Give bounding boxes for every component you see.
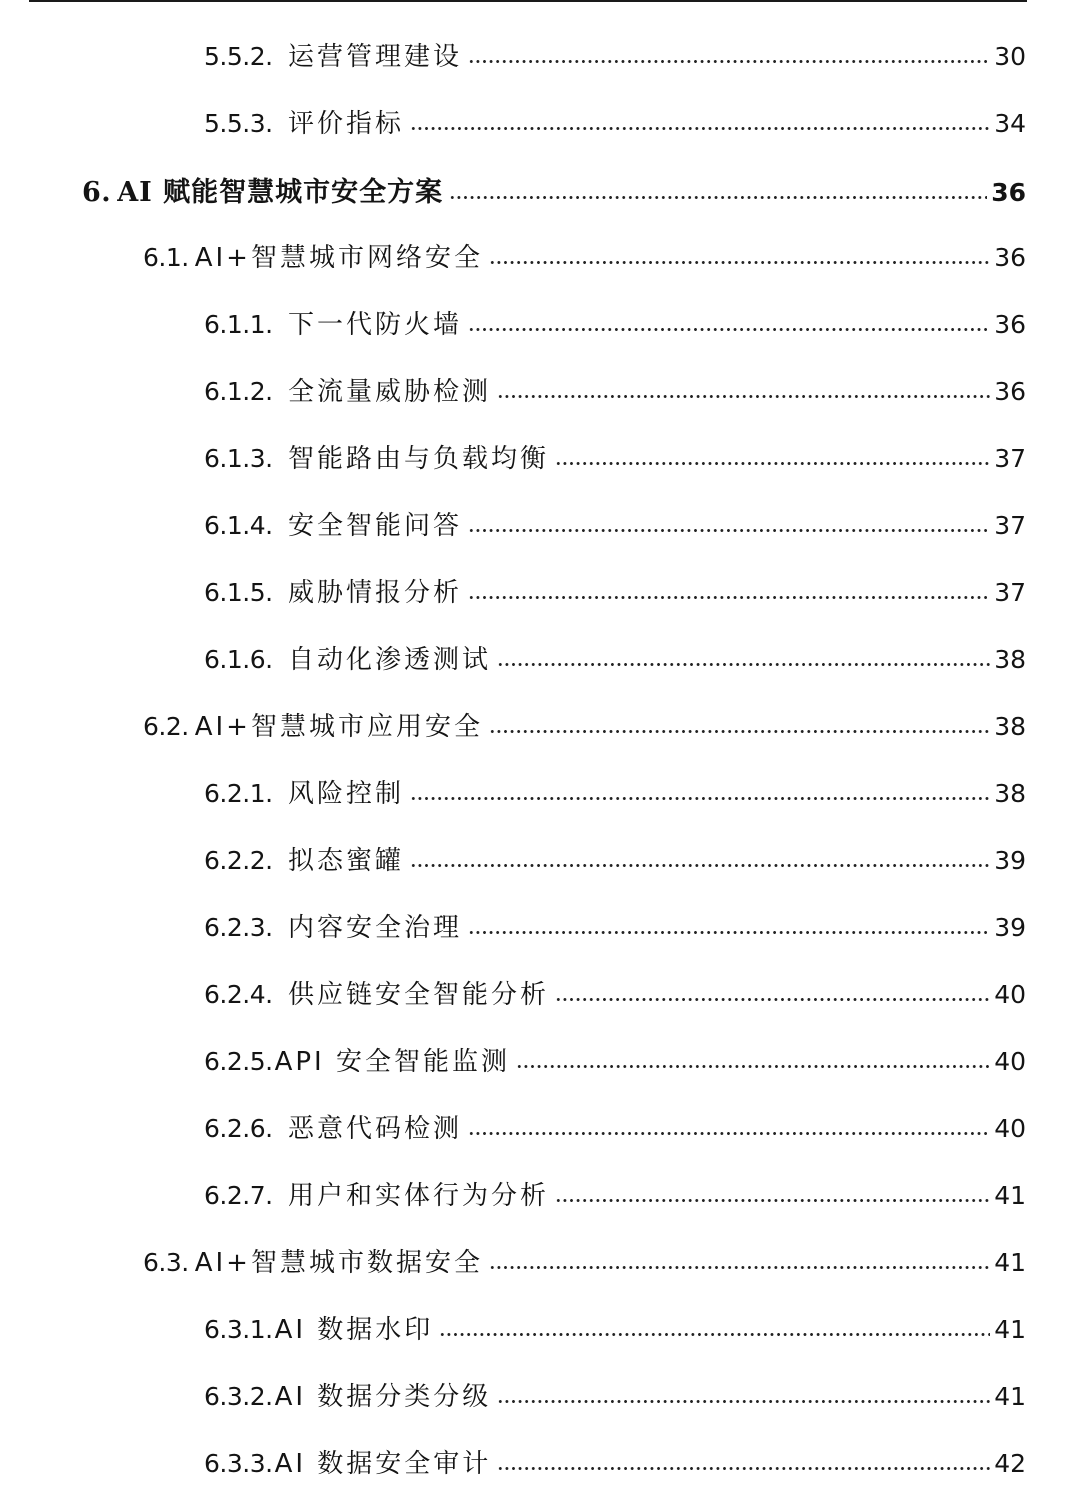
toc-entry-title: AI+智慧城市网络安全	[194, 243, 483, 273]
toc-entry-6-2-7[interactable]	[0, 1175, 1026, 1215]
toc-entry-page: 37	[994, 444, 1026, 473]
dot-leader	[410, 863, 990, 868]
toc-entry-page: 40	[994, 1047, 1026, 1076]
toc-entry-page: 41	[994, 1248, 1026, 1277]
toc-entry-6-3-3[interactable]	[0, 1443, 1026, 1483]
dot-leader	[489, 1265, 990, 1270]
toc-entry-6-1[interactable]	[0, 237, 1026, 277]
toc-entry-title: AI 赋能智慧城市安全方案	[117, 177, 444, 208]
toc-entry-6-1-2[interactable]	[0, 371, 1026, 411]
toc-entry-6-2-5[interactable]	[0, 1041, 1026, 1081]
toc-entry-number: 6.3.1.	[204, 1315, 273, 1344]
toc-entry-number: 6.	[82, 177, 112, 208]
toc-entry-title: 恶意代码检测	[288, 1114, 463, 1144]
dot-leader	[555, 997, 990, 1002]
dot-leader	[489, 729, 990, 734]
toc-entry-page: 39	[994, 913, 1026, 942]
toc-entry-6-2[interactable]	[0, 706, 1026, 746]
top-rule	[29, 0, 1027, 2]
dot-leader	[468, 59, 990, 64]
dot-leader	[497, 1399, 990, 1404]
toc-entry-title: 评价指标	[288, 109, 405, 139]
toc-entry-page: 40	[994, 980, 1026, 1009]
toc-entry-title: 运营管理建设	[288, 42, 463, 72]
toc-entry-number: 6.1.5.	[204, 578, 273, 607]
toc-entry-number: 6.2.7.	[204, 1181, 273, 1210]
toc-entry-6[interactable]	[0, 170, 1026, 210]
toc-entry-page: 34	[994, 109, 1026, 138]
toc-entry-6-1-4[interactable]	[0, 505, 1026, 545]
toc-entry-6-2-1[interactable]	[0, 773, 1026, 813]
toc-entry-number: 6.2.6.	[204, 1114, 273, 1143]
toc-entry-6-2-4[interactable]	[0, 974, 1026, 1014]
toc-entry-6-2-2[interactable]	[0, 840, 1026, 880]
toc-entry-number: 6.2.4.	[204, 980, 273, 1009]
toc-entry-number: 6.1.1.	[204, 310, 273, 339]
toc-entry-title: 拟态蜜罐	[288, 846, 405, 876]
toc-entry-title: 供应链安全智能分析	[288, 980, 550, 1010]
toc-entry-title: 全流量威胁检测	[288, 377, 492, 407]
toc-entry-6-1-5[interactable]	[0, 572, 1026, 612]
toc-entry-6-2-6[interactable]	[0, 1108, 1026, 1148]
toc-entry-page: 36	[994, 377, 1026, 406]
dot-leader	[516, 1064, 990, 1069]
toc-entry-page: 36	[994, 243, 1026, 272]
toc-entry-6-3[interactable]	[0, 1242, 1026, 1282]
toc-entry-number: 6.3.2.	[204, 1382, 273, 1411]
toc-entry-title: AI 数据分类分级	[274, 1382, 492, 1412]
toc-entry-title: AI+智慧城市应用安全	[194, 712, 483, 742]
toc-entry-page: 41	[994, 1315, 1026, 1344]
toc-entry-title: 威胁情报分析	[288, 578, 463, 608]
dot-leader	[468, 595, 990, 600]
toc-entry-number: 6.1.4.	[204, 511, 273, 540]
dot-leader	[497, 1466, 990, 1471]
toc-entry-title: API 安全智能监测	[274, 1047, 510, 1077]
toc-entry-title: AI 数据水印	[274, 1315, 434, 1345]
toc-entry-title: 下一代防火墙	[288, 310, 463, 340]
dot-leader	[489, 260, 990, 265]
toc-entry-page: 41	[994, 1181, 1026, 1210]
dot-leader	[439, 1332, 990, 1337]
dot-leader	[497, 394, 990, 399]
toc-entry-6-1-1[interactable]	[0, 304, 1026, 344]
dot-leader	[449, 195, 987, 200]
toc-entry-number: 6.3.	[143, 1248, 189, 1277]
toc-entry-number: 6.2.3.	[204, 913, 273, 942]
toc-entry-page: 38	[994, 779, 1026, 808]
toc-entry-number: 6.2.5.	[204, 1047, 273, 1076]
toc-entry-number: 6.3.3.	[204, 1449, 273, 1478]
dot-leader	[468, 327, 990, 332]
dot-leader	[410, 126, 990, 131]
dot-leader	[468, 1131, 990, 1136]
toc-entry-page: 38	[994, 712, 1026, 741]
toc-entry-6-3-2[interactable]	[0, 1376, 1026, 1416]
toc-entry-page: 41	[994, 1382, 1026, 1411]
toc-entry-title: 内容安全治理	[288, 913, 463, 943]
dot-leader	[497, 662, 990, 667]
toc-entry-number: 6.2.1.	[204, 779, 273, 808]
toc-entry-number: 6.1.	[143, 243, 189, 272]
dot-leader	[555, 1198, 990, 1203]
dot-leader	[410, 796, 990, 801]
toc-entry-title: 安全智能问答	[288, 511, 463, 541]
toc-entry-page: 39	[994, 846, 1026, 875]
toc-entry-page: 30	[994, 42, 1026, 71]
dot-leader	[468, 528, 990, 533]
toc-entry-number: 6.1.3.	[204, 444, 273, 473]
toc-entry-number: 5.5.2.	[204, 42, 273, 71]
toc-entry-page: 36	[994, 310, 1026, 339]
dot-leader	[468, 930, 990, 935]
toc-entry-6-2-3[interactable]	[0, 907, 1026, 947]
toc-entry-6-1-3[interactable]	[0, 438, 1026, 478]
toc-entry-page: 38	[994, 645, 1026, 674]
toc-entry-5-5-3[interactable]	[0, 103, 1026, 143]
toc-entry-number: 5.5.3.	[204, 109, 273, 138]
toc-entry-title: 智能路由与负载均衡	[288, 444, 550, 474]
dot-leader	[555, 461, 990, 466]
toc-entry-page: 40	[994, 1114, 1026, 1143]
toc-entry-page: 42	[994, 1449, 1026, 1478]
toc-entry-6-1-6[interactable]	[0, 639, 1026, 679]
toc-entry-title: AI+智慧城市数据安全	[194, 1248, 483, 1278]
toc-entry-title: 自动化渗透测试	[288, 645, 492, 675]
toc-entry-number: 6.1.6.	[204, 645, 273, 674]
toc-entry-title: 用户和实体行为分析	[288, 1181, 550, 1211]
toc-entry-number: 6.2.2.	[204, 846, 273, 875]
toc-entry-page: 36	[991, 178, 1026, 207]
toc-entry-6-3-1[interactable]	[0, 1309, 1026, 1349]
toc-entry-number: 6.1.2.	[204, 377, 273, 406]
toc-entry-number: 6.2.	[143, 712, 189, 741]
toc-entry-page: 37	[994, 578, 1026, 607]
toc-entry-5-5-2[interactable]	[0, 36, 1026, 76]
toc-entry-title: 风险控制	[288, 779, 405, 809]
toc-entry-title: AI 数据安全审计	[274, 1449, 492, 1479]
toc-entry-page: 37	[994, 511, 1026, 540]
